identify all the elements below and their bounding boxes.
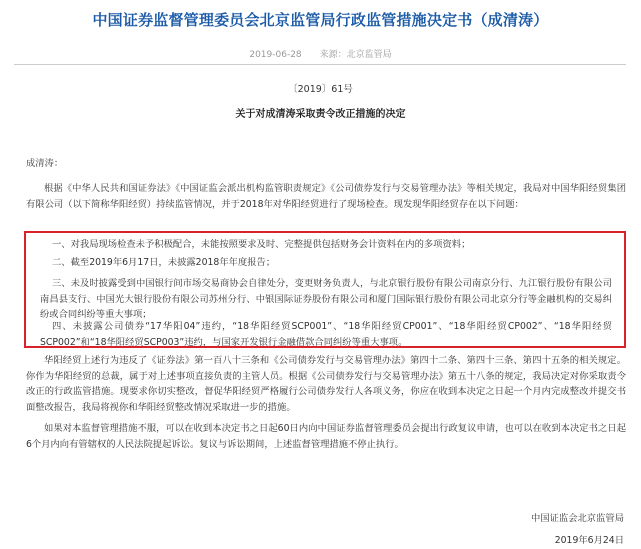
intro-paragraph: 根据《中华人民共和国证券法》《中国证监会派出机构监管职责规定》《公司债券发行与交易管理办法》等相关规定，我局对中国华阳经贸集团有限公司（以下简称华阳经贸）持续监管情况，并于2018年对华阳经贸进行了现场检查。现发现华阳经贸存在以下问题：: [26, 183, 626, 210]
issue-item-4: 四、未披露公司债券“17华阳04”违约，“18华阳经贸SCP001”、“18华阳经贸CP001”、“18华阳经贸CP002”、“18华阳经贸SCP002”和“18华阳经贸SCP003”违约，与国家开发银行金融借款合同纠纷等重大事项。: [40, 321, 612, 348]
publish-date: 2019-06-28 来源：北京监管局: [249, 50, 392, 60]
document-number: 〔2019〕61号: [288, 84, 353, 95]
issue-item-1: 一、对我局现场检查未予积极配合，未能按照要求及时、完整提供包括财务会计资料在内的多项资料；: [52, 239, 471, 250]
page-title: 中国证券监督管理委员会北京监管局行政监管措施决定书（成清涛）: [92, 11, 549, 29]
divider: [14, 64, 626, 65]
document-heading: 关于对成清涛采取责令改正措施的决定: [235, 109, 406, 120]
salutation: 成清涛：: [26, 158, 64, 169]
decision-paragraph: 华阳经贸上述行为违反了《证券法》第一百八十三条和《公司债券发行与交易管理办法》第四十二条、第四十三条、第四十五条的相关规定。你作为华阳经贸的总裁，属于对上述事项直接负责的主管人员。根据《公司债券发行与交易管理办法》第五十八条的规定，我局决定对你采取责令改正的行政监管措施。现要求你切实整改，督促华阳经贸严格履行公司债券发行人各项义务，你应在收到本决定之日起一个月内完成整改并提交书面整改报告，我局将视你和华阳经贸整改情况采取进一步的措施。: [26, 355, 626, 413]
issue-date: 2019年6月24日: [554, 535, 624, 546]
issue-item-3: 三、未及时披露受到中国银行间市场交易商协会自律处分，变更财务负责人，与北京银行股份有限公司南京分行、九江银行股份有限公司南昌县支行、中国光大银行股份有限公司苏州分行、中银国际证券股份有限公司和厦门国际银行股份有限公司北京分行等金融机构的交易纠纷或合同纠纷等重大事项；: [40, 278, 612, 320]
remedy-paragraph: 如果对本监督管理措施不服，可以在收到本决定书之日起60日内向中国证券监督管理委员会提出行政复议申请，也可以在收到本决定书之日起6个月内向有管辖权的人民法院提起诉讼。复议与诉讼期间，上述监督管理措施不停止执行。: [26, 423, 626, 450]
issuer-signature: 中国证监会北京监管局: [531, 513, 624, 524]
issue-item-2: 二、截至2019年6月17日，未披露2018年年度报告；: [52, 257, 276, 268]
highlighted-issues-box: [24, 231, 626, 348]
